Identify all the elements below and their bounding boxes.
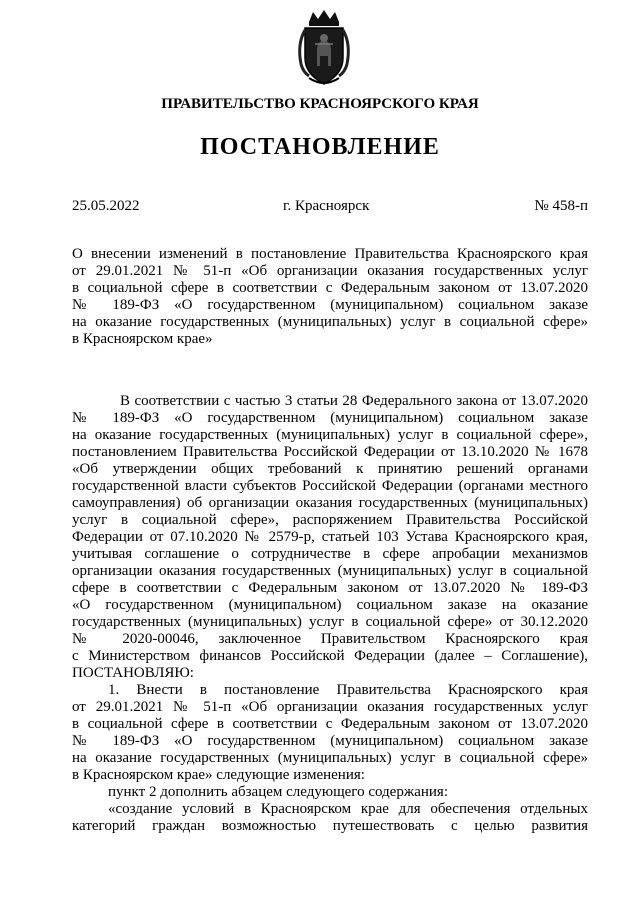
body-line: № 189-ФЗ «О государственном (муниципальном) социальном заказе xyxy=(72,410,588,426)
body-line: № 189-ФЗ «О государственном (муниципальном) социальном заказе xyxy=(72,733,588,749)
title-line: в социальной сфере в соответствии с Федеральным законом от 13.07.2020 xyxy=(72,280,588,296)
document-number: № 458-п xyxy=(534,198,588,214)
body-line: на оказание государственных (муниципальных) услуг в социальной сфере» xyxy=(72,750,588,766)
body-line: на оказание государственных (муниципальных) услуг в социальной сфере», xyxy=(72,427,588,443)
title-line: № 189-ФЗ «О государственном (муниципальном) социальном заказе xyxy=(72,297,588,313)
coat-of-arms-icon xyxy=(295,8,353,88)
body-line: государственных (муниципальных) услуг в социальной сфере» от 30.12.2020 xyxy=(72,614,588,630)
body-line: с Министерством финансов Российской Федерации (далее – Соглашение), xyxy=(72,648,588,664)
body-line: учитывая соглашение о сотрудничестве в сфере апробации механизмов xyxy=(72,546,588,562)
body-line: самоуправления) об организации оказания государственных (муниципальных) xyxy=(72,495,588,511)
title-line: О внесении изменений в постановление Правительства Красноярского края xyxy=(72,246,588,262)
body-line: услуг в социальной сфере», распоряжением Правительства Российской xyxy=(72,512,588,528)
body-line: категорий граждан возможностью путешествовать с целью развития xyxy=(72,818,588,834)
body-line: № 2020-00046, заключенное Правительством Красноярского края xyxy=(72,631,588,647)
body-line: государственной власти субъектов Российской Федерации (органами местного xyxy=(72,478,588,494)
document-date: 25.05.2022 xyxy=(72,198,140,214)
body-line: ПОСТАНОВЛЯЮ: xyxy=(72,665,194,681)
document-type-heading: ПОСТАНОВЛЕНИЕ xyxy=(200,134,440,160)
body-line: в Красноярском крае» следующие изменения: xyxy=(72,767,365,783)
organization-heading: ПРАВИТЕЛЬСТВО КРАСНОЯРСКОГО КРАЯ xyxy=(161,96,479,112)
body-line: в социальной сфере в соответствии с Федеральным законом от 13.07.2020 xyxy=(72,716,588,732)
body-line: организации оказания государственных (муниципальных) услуг в социальной xyxy=(72,563,588,579)
body-line: «создание условий в Красноярском крае для обеспечения отдельных xyxy=(108,801,588,817)
body-line: сфере в соответствии с Федеральным законом от 13.07.2020 № 189-ФЗ xyxy=(72,580,588,596)
body-line: Федерации от 07.10.2020 № 2579-р, статьей 103 Устава Красноярского края, xyxy=(72,529,588,545)
body-line: 1. Внести в постановление Правительства Красноярского края xyxy=(108,682,588,698)
body-line: «Об утверждении общих требований к принятию решений органами xyxy=(72,461,588,477)
title-line: на оказание государственных (муниципальных) услуг в социальной сфере» xyxy=(72,314,588,330)
title-line: от 29.01.2021 № 51-п «Об организации оказания государственных услуг xyxy=(72,263,588,279)
document-city: г. Красноярск xyxy=(283,198,370,214)
title-line: в Красноярском крае» xyxy=(72,331,213,347)
body-line: пункт 2 дополнить абзацем следующего содержания: xyxy=(108,784,448,800)
body-line: постановлением Правительства Российской Федерации от 13.10.2020 № 1678 xyxy=(72,444,588,460)
body-line: В соответствии с частью 3 статьи 28 Федерального закона от 13.07.2020 xyxy=(120,393,588,409)
body-line: «О государственном (муниципальном) социальном заказе на оказание xyxy=(72,597,588,613)
body-line: от 29.01.2021 № 51-п «Об организации оказания государственных услуг xyxy=(72,699,588,715)
